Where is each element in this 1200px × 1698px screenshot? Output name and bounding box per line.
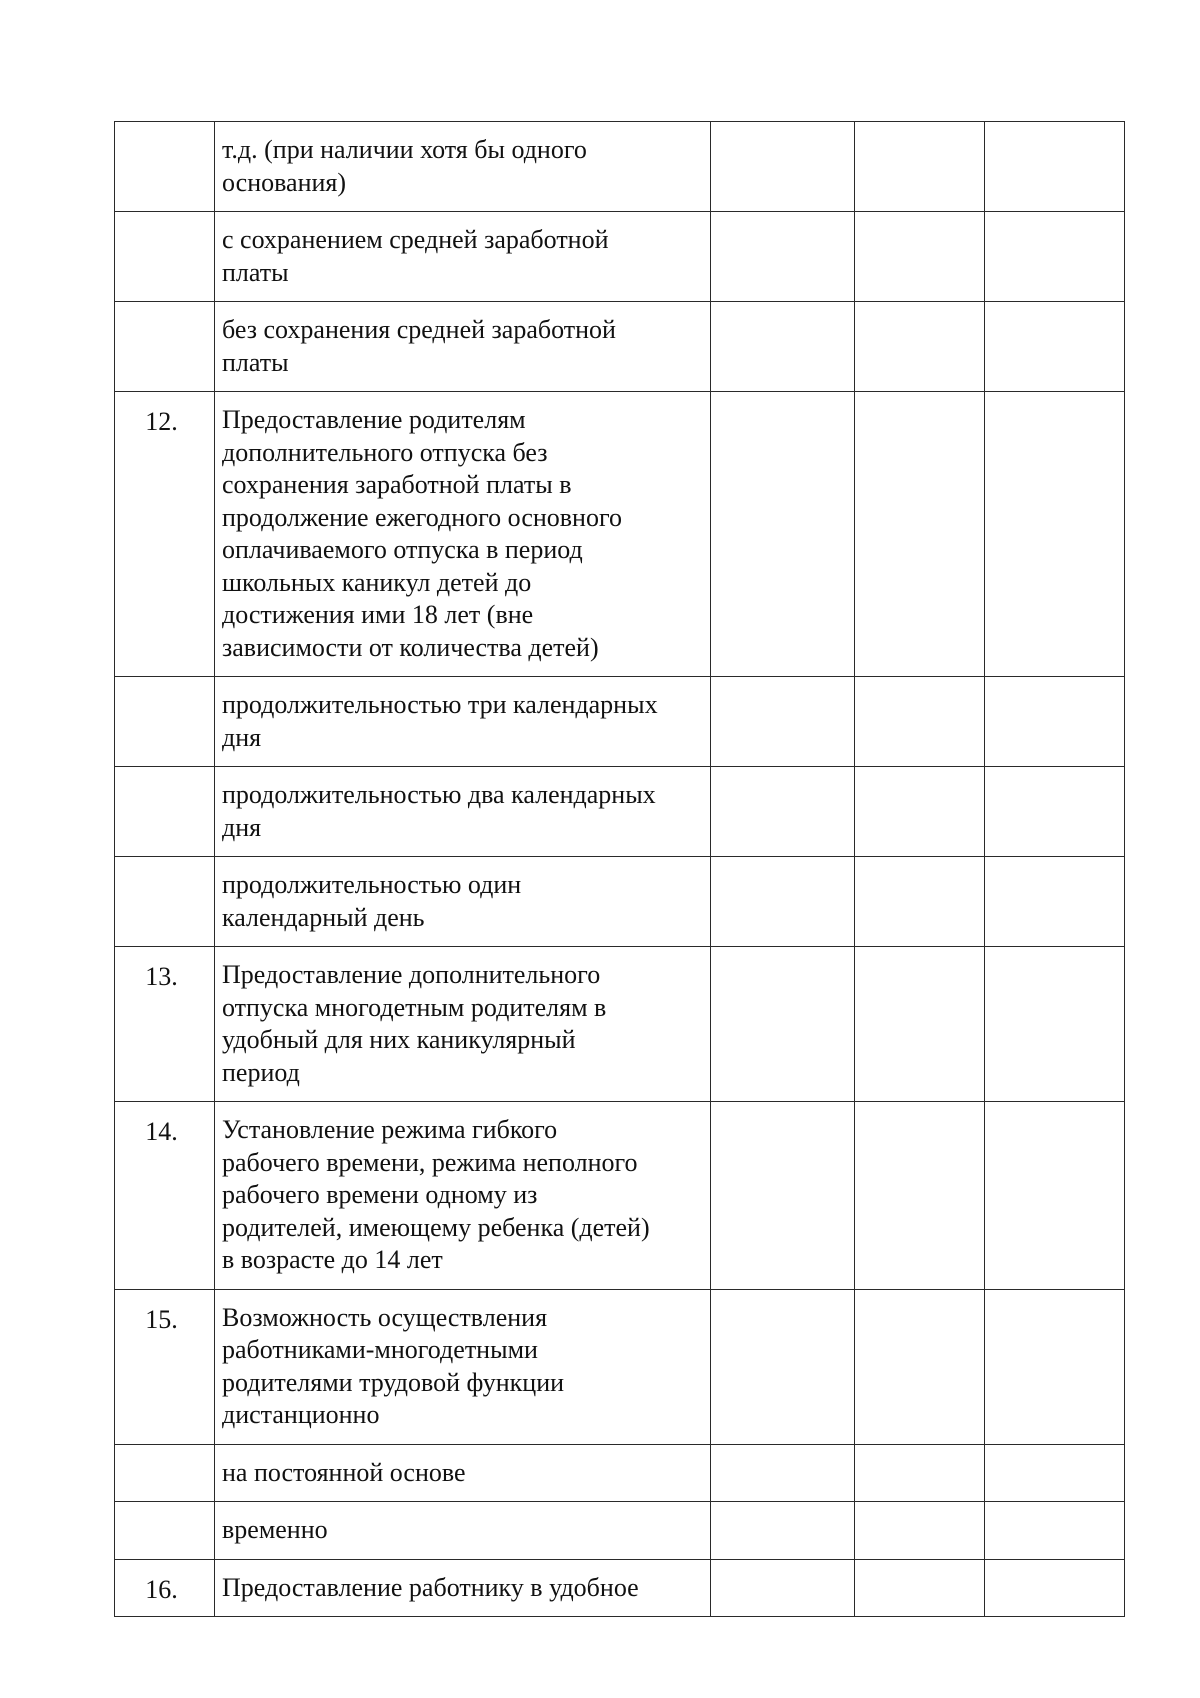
row-number: 16. — [145, 1574, 178, 1604]
row-number-cell — [115, 767, 215, 857]
table-row — [115, 1559, 1125, 1617]
value-cell-2 — [855, 857, 985, 947]
row-text-cell — [215, 302, 711, 392]
row-number — [115, 677, 214, 691]
value-cell-2 — [855, 1502, 985, 1560]
row-number-cell — [115, 302, 215, 392]
value-cell-3 — [985, 677, 1125, 767]
value-cell-2 — [855, 767, 985, 857]
row-number-cell — [115, 392, 215, 677]
table-row — [115, 767, 1125, 857]
value-cell-1 — [711, 1444, 855, 1502]
table-row — [115, 1502, 1125, 1560]
row-number — [115, 1445, 214, 1459]
value-cell-1 — [711, 677, 855, 767]
value-cell-3 — [985, 302, 1125, 392]
table-row — [115, 1102, 1125, 1290]
value-cell-2 — [855, 392, 985, 677]
value-cell-3 — [985, 1559, 1125, 1617]
row-number-cell — [115, 122, 215, 212]
row-text-cell — [215, 857, 711, 947]
row-text-cell — [215, 1102, 711, 1290]
row-text: т.д. (при наличии хотя бы одного основания) — [222, 135, 587, 197]
row-text: на постоянной основе — [222, 1457, 466, 1487]
row-text: продолжительностью один календарный день — [222, 870, 522, 932]
value-cell-3 — [985, 767, 1125, 857]
value-cell-1 — [711, 212, 855, 302]
row-text-cell — [215, 1444, 711, 1502]
value-cell-1 — [711, 122, 855, 212]
row-number — [115, 212, 214, 226]
value-cell-2 — [855, 1289, 985, 1444]
value-cell-3 — [985, 212, 1125, 302]
row-number-cell — [115, 1289, 215, 1444]
row-text: Установление режима гибкого рабочего времени, режима неполного рабочего времени одному из родителей, имеющему ребенка (детей) в возрасте до 14 лет — [222, 1115, 650, 1274]
row-text: продолжительностью три календарных дня — [222, 690, 658, 752]
row-text: Предоставление дополнительного отпуска многодетным родителям в удобный для них каникулярный период — [222, 960, 607, 1087]
value-cell-1 — [711, 857, 855, 947]
table-row — [115, 677, 1125, 767]
value-cell-3 — [985, 1289, 1125, 1444]
value-cell-1 — [711, 1559, 855, 1617]
value-cell-2 — [855, 302, 985, 392]
table-row — [115, 212, 1125, 302]
value-cell-2 — [855, 122, 985, 212]
row-number: 12. — [145, 407, 178, 436]
value-cell-2 — [855, 1444, 985, 1502]
row-number — [115, 1502, 214, 1516]
row-text: Предоставление родителям дополнительного отпуска без сохранения заработной платы в продолжение ежегодного основного оплачиваемого отпуска в период школьных каникул детей до достижения ими 18 лет (вне зависимости от количества детей) — [222, 405, 622, 662]
row-number-cell — [115, 1502, 215, 1560]
table-row — [115, 302, 1125, 392]
row-number-cell — [115, 1559, 215, 1617]
row-text-cell — [215, 1559, 711, 1617]
row-text-cell — [215, 947, 711, 1102]
row-text: продолжительностью два календарных дня — [222, 780, 656, 842]
row-number-cell — [115, 677, 215, 767]
measures-table — [114, 121, 1125, 1617]
row-number — [115, 122, 214, 136]
row-text: временно — [222, 1515, 328, 1544]
table-row — [115, 1289, 1125, 1444]
row-text: без сохранения средней заработной платы — [222, 315, 616, 377]
row-number: 14. — [145, 1117, 178, 1146]
row-number — [115, 302, 214, 316]
row-number-cell — [115, 1102, 215, 1290]
row-text-cell — [215, 1502, 711, 1560]
table-row — [115, 122, 1125, 212]
row-text-cell — [215, 677, 711, 767]
value-cell-2 — [855, 677, 985, 767]
row-text-cell — [215, 392, 711, 677]
row-number: 13. — [145, 962, 178, 991]
table-row — [115, 857, 1125, 947]
value-cell-3 — [985, 1502, 1125, 1560]
row-text: Предоставление работнику в удобное — [222, 1572, 639, 1602]
table-row — [115, 392, 1125, 677]
value-cell-1 — [711, 947, 855, 1102]
row-text: с сохранением средней заработной платы — [222, 225, 609, 287]
value-cell-2 — [855, 1559, 985, 1617]
row-text-cell — [215, 122, 711, 212]
value-cell-3 — [985, 122, 1125, 212]
value-cell-3 — [985, 857, 1125, 947]
table-row — [115, 947, 1125, 1102]
value-cell-1 — [711, 1102, 855, 1290]
row-number — [115, 857, 214, 871]
value-cell-2 — [855, 212, 985, 302]
value-cell-1 — [711, 1289, 855, 1444]
value-cell-3 — [985, 1102, 1125, 1290]
row-number-cell — [115, 212, 215, 302]
value-cell-3 — [985, 1444, 1125, 1502]
value-cell-1 — [711, 1502, 855, 1560]
value-cell-1 — [711, 392, 855, 677]
row-text-cell — [215, 1289, 711, 1444]
value-cell-2 — [855, 1102, 985, 1290]
row-number-cell — [115, 1444, 215, 1502]
value-cell-3 — [985, 392, 1125, 677]
row-number — [115, 767, 214, 781]
value-cell-1 — [711, 767, 855, 857]
table-row — [115, 1444, 1125, 1502]
row-number: 15. — [145, 1304, 178, 1334]
row-text-cell — [215, 212, 711, 302]
row-text: Возможность осуществления работниками-многодетными родителями трудовой функции дистанционно — [222, 1302, 565, 1429]
row-number-cell — [115, 857, 215, 947]
row-text-cell — [215, 767, 711, 857]
value-cell-3 — [985, 947, 1125, 1102]
value-cell-1 — [711, 302, 855, 392]
value-cell-2 — [855, 947, 985, 1102]
row-number-cell — [115, 947, 215, 1102]
